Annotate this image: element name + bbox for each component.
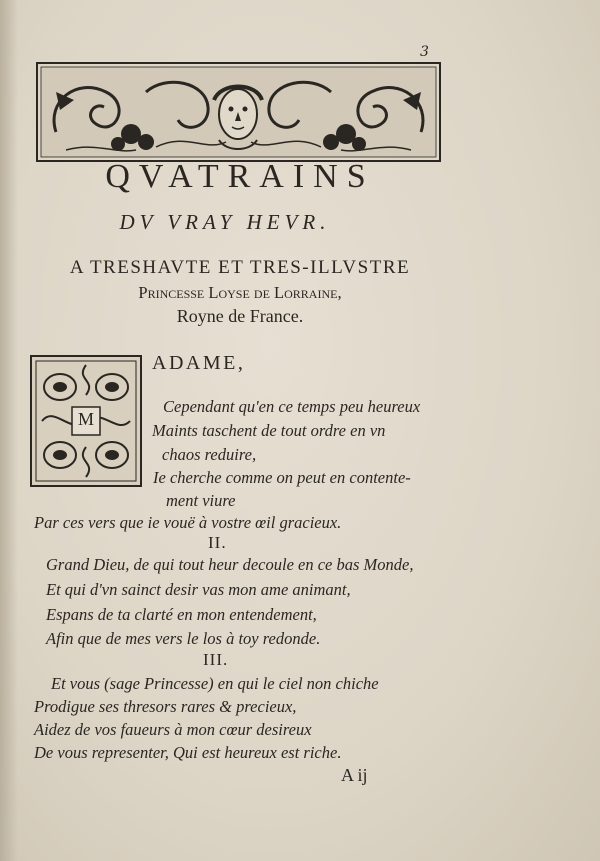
stanza-numeral: II. xyxy=(208,533,227,552)
verse-line: Maints taschent de tout ordre en vn xyxy=(152,421,386,440)
page-gutter-shadow xyxy=(0,0,18,861)
page-number: 3 xyxy=(420,44,429,60)
salutation: ADAME, xyxy=(152,352,246,374)
verse-line: Par ces vers que ie vouë à vostre œil gracieux. xyxy=(34,513,342,532)
verse-line: Afin que de mes vers le los à toy redonde. xyxy=(46,629,321,648)
subtitle: DV VRAY HEVR. xyxy=(119,210,331,234)
verse-line: Espans de ta clarté en mon entendement, xyxy=(46,605,317,624)
dedication-line-2: Princesse Loyse de Lorraine, xyxy=(138,283,342,302)
main-title: QVATRAINS xyxy=(105,158,375,195)
verse-line: ment viure xyxy=(166,491,236,510)
verse-line: Et vous (sage Princesse) en qui le ciel non chiche xyxy=(51,674,379,693)
verse-line: De vous representer, Qui est heureux est riche. xyxy=(34,743,342,762)
signature-mark: A ij xyxy=(341,765,368,785)
decorated-initial xyxy=(30,355,142,487)
dedication-line-3: Royne de France. xyxy=(176,306,304,326)
verse-line: Cependant qu'en ce temps peu heureux xyxy=(163,397,421,416)
verse-line: chaos reduire, xyxy=(162,445,257,464)
initial-letter: M xyxy=(77,409,94,429)
verse-line: Et qui d'vn sainct desir vas mon ame animant, xyxy=(46,580,351,599)
headpiece-ornament xyxy=(36,62,441,162)
verse-line: Prodigue ses thresors rares & precieux, xyxy=(34,697,297,716)
verse-line: Ie cherche comme on peut en contente- xyxy=(153,468,411,487)
dedication-line-1: A TRESHAVTE ET TRES-ILLVSTRE xyxy=(69,257,411,278)
verse-line: Grand Dieu, de qui tout heur decoule en ce bas Monde, xyxy=(46,555,414,574)
stanza-numeral: III. xyxy=(203,650,229,669)
verse-line: Aidez de vos faueurs à mon cœur desireux xyxy=(34,720,312,739)
